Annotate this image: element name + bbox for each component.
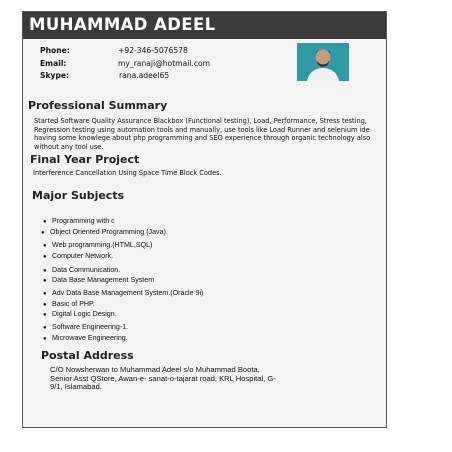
project-title: Final Year Project (30, 153, 140, 166)
resume-page (22, 11, 387, 428)
summary-title: Professional Summary (28, 99, 168, 112)
list-item: ● Microwave Engineering. (43, 334, 128, 342)
project-text: Interference Cancellation Using Space Time Block Codes. (33, 169, 222, 177)
list-item: ● Programming with c (43, 217, 115, 225)
subjects-title: Major Subjects (32, 189, 125, 202)
email-label: Email: (40, 59, 67, 68)
list-item: ● Data Base Management System (43, 276, 155, 284)
list-item: ● Basic of PHP. (43, 300, 95, 308)
profile-photo (297, 43, 349, 81)
bullet-icon: ● (43, 302, 47, 308)
bullet-icon: ● (43, 243, 47, 249)
list-item: ● Data Communication. (43, 266, 121, 274)
bullet-icon: ● (43, 268, 47, 274)
list-item: ● Object Oriented Programming (Java). (41, 228, 168, 236)
skype-value: rana.adeel65 (119, 71, 170, 80)
person-photo-icon (297, 43, 349, 81)
bullet-icon: ● (43, 291, 47, 297)
list-item: ● Software Engineering-1. (43, 323, 129, 331)
bullet-icon: ● (43, 278, 47, 284)
phone-value: +92-346-5076578 (118, 46, 188, 55)
bullet-icon: ● (43, 336, 47, 342)
address-text: C/O Nowsherwan to Muhammad Adeel s/o Muhammad Boota, Senior Asst QStore, Awan-e- sanat-o-tajarat road, KRL Hospital, G-9/1, Islamabad. (50, 365, 276, 392)
email-value: my_ranaji@hotmail.com (118, 59, 211, 68)
bullet-icon: ● (43, 312, 47, 318)
list-item: ● Web programming.(HTML,SQL) (43, 241, 153, 249)
skype-label: Skype: (40, 71, 70, 80)
address-title: Postal Address (41, 349, 134, 362)
list-item: ● Adv Data Base Management System.(Oracle 9i) (43, 289, 204, 297)
list-item: ● Digital Logic Design. (43, 310, 117, 318)
list-item: ● Computer Network. (43, 252, 114, 260)
bullet-icon: ● (43, 325, 47, 331)
candidate-name: MUHAMMAD ADEEL (29, 15, 216, 34)
bullet-icon: ● (41, 230, 45, 236)
phone-label: Phone: (40, 46, 70, 55)
bullet-icon: ● (43, 254, 47, 260)
summary-text: Started Software Quality Assurance Blackbox (Functional testing), Load, Performance, Stress testing, Regression testing using automation tools and manually, use tools like Load Runner and selenium ide having some knowlege about php programming and SEO experience through organic technology also without any tool use. (34, 117, 371, 151)
bullet-icon: ● (43, 219, 47, 225)
header-bar (23, 12, 386, 39)
